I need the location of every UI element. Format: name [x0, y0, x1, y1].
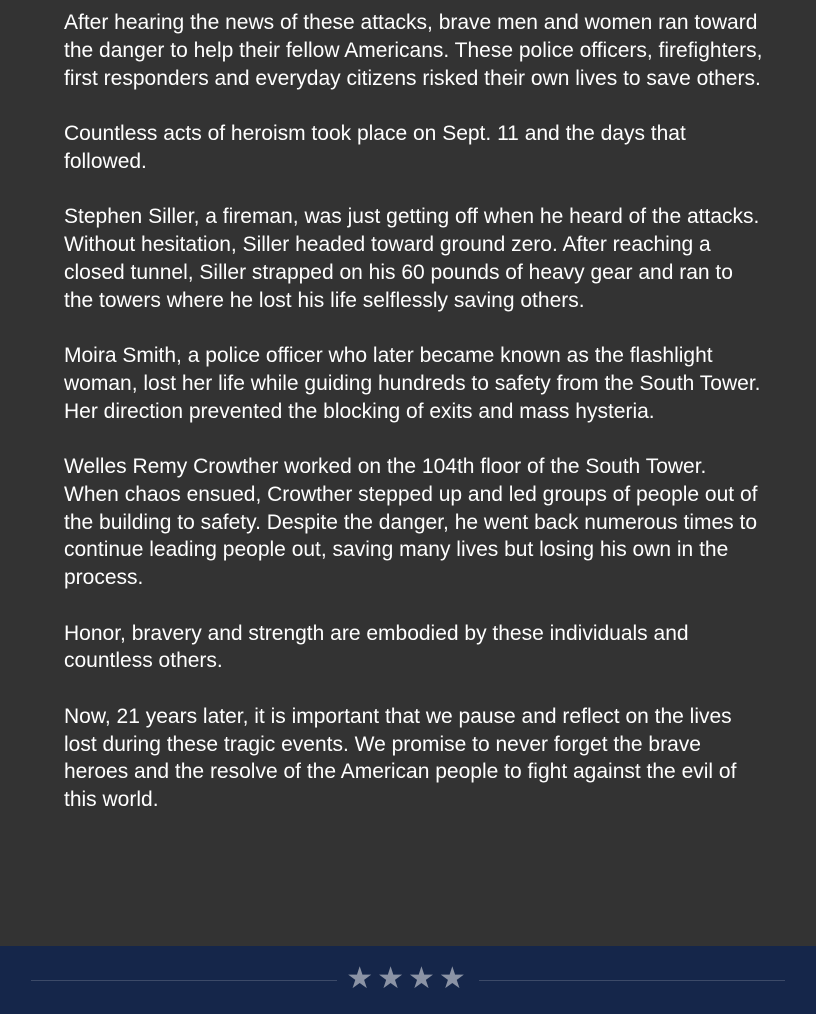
- divider-line-right: [479, 980, 785, 981]
- paragraph-honor: Honor, bravery and strength are embodied by these individuals and countless others.: [64, 621, 689, 673]
- paragraph-rescuers: After hearing the news of these attacks, brave men and women ran toward the danger to help their fellow Americans. These police officers, firefighters, first responders and everyday citizens risked their own lives to save others.: [64, 11, 763, 90]
- star-icon: ★★★★: [346, 961, 470, 996]
- article-body: [64, 9, 764, 841]
- paragraph-welles-crowther: Welles Remy Crowther worked on the 104th floor of the South Tower. When chaos ensued, Crowther stepped up and led groups of people out of the building to safety. Despite the danger, he went back numerous times to continue leading people out, saving many lives but losing his own in the process.: [64, 454, 758, 590]
- footer-banner: [0, 946, 816, 1014]
- paragraph-moira-smith: Moira Smith, a police officer who later became known as the flashlight woman, lost her life while guiding hundreds to safety from the South Tower. Her direction prevented the blocking of exits and mass hysteria.: [64, 343, 761, 423]
- paragraph-heroism: Countless acts of heroism took place on Sept. 11 and the days that followed.: [64, 121, 686, 173]
- divider-line-left: [31, 980, 337, 981]
- paragraph-remembrance: Now, 21 years later, it is important that we pause and reflect on the lives lost during these tragic events. We promise to never forget the brave heroes and the resolve of the American people to fight against the evil of this world.: [64, 704, 737, 812]
- paragraph-stephen-siller: Stephen Siller, a fireman, was just getting off when he heard of the attacks. Without hesitation, Siller headed toward ground zero. After reaching a closed tunnel, Siller strapped on his 60 pounds of heavy gear and ran to the towers where he lost his life selflessly saving others.: [64, 205, 760, 312]
